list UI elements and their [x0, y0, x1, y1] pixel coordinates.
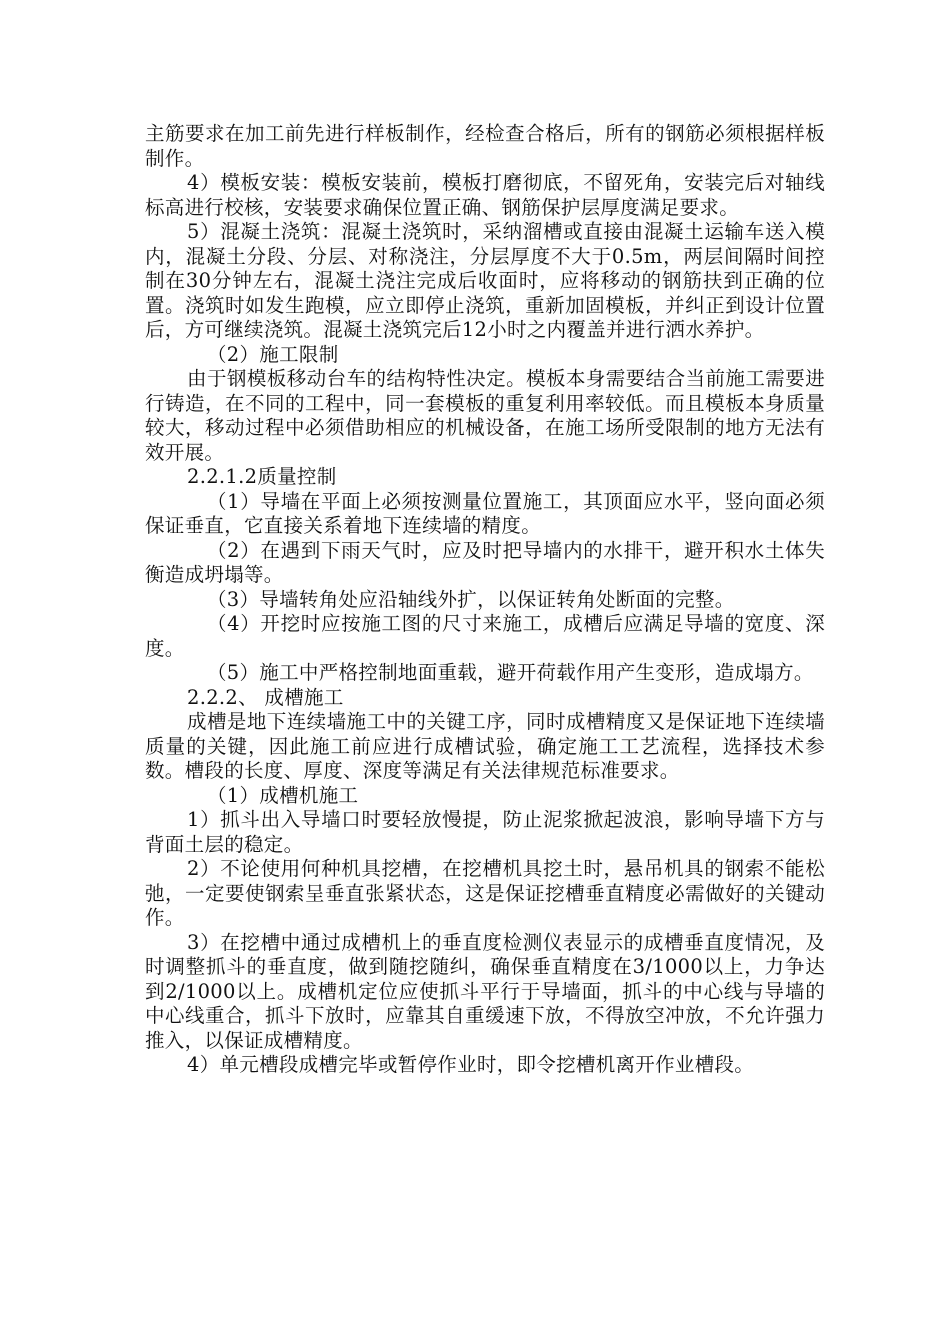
paragraph-trench-step-1: 1）抓斗出入导墙口时要轻放慢提，防止泥浆掀起波浪，影响导墙下方与背面土层的稳定。	[145, 808, 825, 856]
paragraph-trench-intro: 成槽是地下连续墙施工中的关键工序，同时成槽精度又是保证地下连续墙质量的关键，因此施工前应进行成槽试验，确定施工工艺流程，选择技术参数。槽段的长度、厚度、深度等满足有关法律规范标准要求。	[145, 710, 825, 782]
paragraph-trench-step-4: 4）单元槽段成槽完毕或暂停作业时，即令挖槽机离开作业槽段。	[187, 1053, 755, 1076]
heading-construction-limits: （2）施工限制	[207, 342, 339, 366]
paragraph-trench-step-2: 2）不论使用何种机具挖槽，在挖槽机具挖土时，悬吊机具的钢索不能松弛，一定要使钢索呈垂直张紧状态，这是保证挖槽垂直精度必需做好的关键动作。	[145, 857, 825, 929]
paragraph-construction-limits: 由于钢模板移动台车的结构特性决定。模板本身需要结合当前施工需要进行铸造，在不同的工程中，同一套模板的重复利用率较低。而且模板本身质量较大，移动过程中必须借助相应的机械设备，在施工场所受限制的地方无法有效开展。	[145, 367, 825, 464]
paragraph-quality-item-2: （2）在遇到下雨天气时，应及时把导墙内的水排干，避开积水土体失衡造成坍塌等。	[145, 538, 825, 586]
paragraph-quality-item-4: （4）开挖时应按施工图的尺寸来施工，成槽后应满足导墙的宽度、深度。	[145, 612, 825, 660]
document-body	[145, 122, 825, 1078]
paragraph-quality-item-3: （3）导墙转角处应沿轴线外扩，以保证转角处断面的完整。	[207, 587, 735, 611]
heading-quality-control: 2.2.1.2质量控制	[187, 465, 337, 488]
paragraph-rebar-template: 主筋要求在加工前先进行样板制作，经检查合格后，所有的钢筋必须根据样板制作。	[145, 122, 825, 170]
paragraph-concrete-pouring: 5）混凝土浇筑：混凝土浇筑时，采纳溜槽或直接由混凝土运输车送入模内，混凝土分段、分层、对称浇注，分层厚度不大于0.5m，两层间隔时间控制在30分钟左右，混凝土浇注完成后收面时，应将移动的钢筋扶到正确的位置。浇筑时如发生跑模，应立即停止浇筑，重新加固模板，并纠正到设计位置后，方可继续浇筑。混凝土浇筑完后12小时之内覆盖并进行洒水养护。	[145, 220, 825, 341]
paragraph-formwork-install: 4）模板安装：模板安装前，模板打磨彻底，不留死角，安装完后对轴线标高进行校核，安装要求确保位置正确、钢筋保护层厚度满足要求。	[145, 171, 825, 219]
paragraph-quality-item-1: （1）导墙在平面上必须按测量位置施工，其顶面应水平，竖向面必须保证垂直，它直接关系着地下连续墙的精度。	[145, 489, 825, 537]
heading-trench-machine: （1）成槽机施工	[207, 783, 359, 807]
heading-trench-construction: 2.2.2、 成槽施工	[187, 685, 344, 709]
paragraph-trench-step-3: 3）在挖槽中通过成槽机上的垂直度检测仪表显示的成槽垂直度情况，及时调整抓斗的垂直度，做到随挖随纠，确保垂直精度在3/1000以上，力争达到2/1000以上。成槽机定位应使抓斗平行于导墙面，抓斗的中心线与导墙的中心线重合，抓斗下放时，应靠其自重缓速下放，不得放空冲放，不允许强力推入，以保证成槽精度。	[145, 930, 825, 1052]
paragraph-quality-item-5: （5）施工中严格控制地面重载，避开荷载作用产生变形，造成塌方。	[207, 661, 814, 684]
